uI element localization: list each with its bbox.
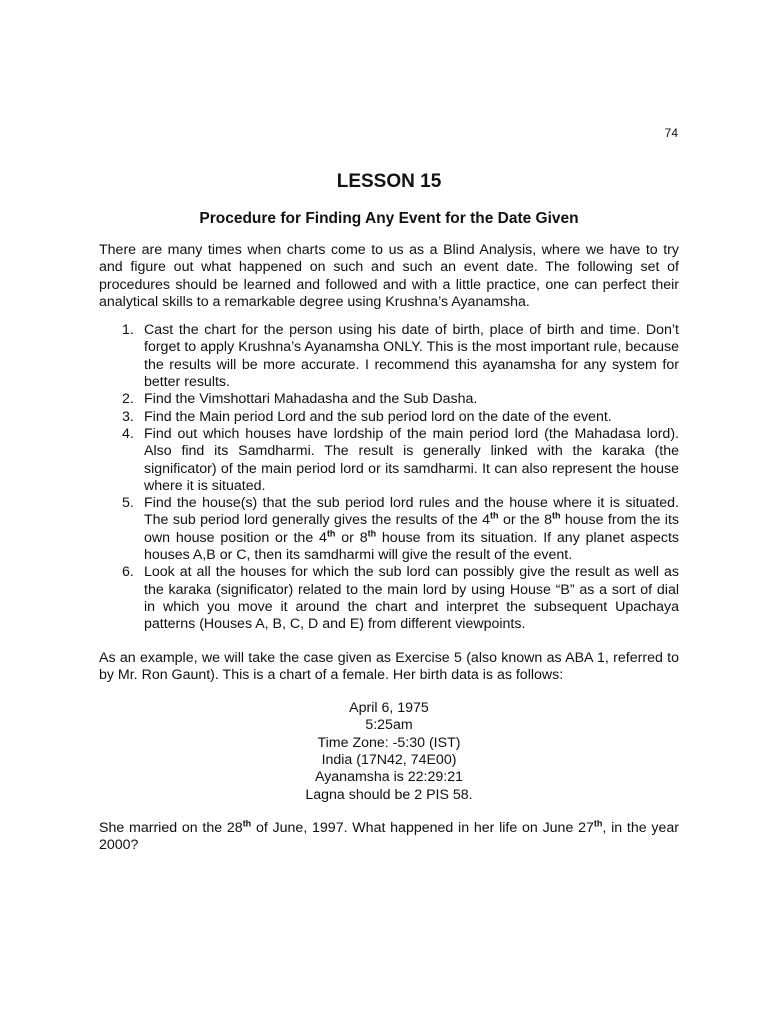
step-number: 5.	[122, 495, 134, 512]
birth-ayanamsha: Ayanamsha is 22:29:21	[314, 769, 464, 786]
procedure-step	[122, 495, 679, 564]
step-text: Look at all the houses for which the sub lord can possibly give the result as well as the karaka (significator) related to the main lord by using House “B” as a sort of dial in which you move it around the chart and interpret the subsequent Upachaya patterns (Houses A, B, C, D and E) from different viewpoints.	[144, 564, 679, 633]
birth-place: India (17N42, 74E00)	[321, 752, 457, 769]
step-text: Find out which houses have lordship of the main period lord (the Mahadasa lord). Also find its Samdharmi. The result is generally linked with the karaka (the significator) of the main period lord or its samdharmi. It can also represent the house where it is situated.	[144, 425, 679, 494]
question-paragraph: She married on the 28th of June, 1997. What happened in her life on June 27th, in the year 2000?	[99, 818, 679, 854]
lesson-subtitle: Procedure for Finding Any Event for the Date Given	[199, 210, 579, 227]
step-number: 1.	[122, 322, 134, 339]
birth-data-block	[99, 700, 679, 804]
procedure-step	[122, 564, 679, 633]
procedure-step	[122, 391, 679, 408]
step-text: Find the house(s) that the sub period lord rules and the house where it is situated. The sub period lord generally gives the results of the 4th or the 8th house from the its own house position or the 4th or 8th house from its situation. If any planet aspects houses A,B or C, then its samdharmi will give the result of the event.	[144, 495, 679, 564]
step-number: 2.	[122, 391, 134, 408]
procedure-step	[122, 322, 679, 391]
step-number: 3.	[122, 408, 134, 425]
page-content	[99, 170, 679, 855]
birth-lagna: Lagna should be 2 PIS 58.	[305, 786, 473, 803]
step-text: Cast the chart for the person using his date of birth, place of birth and time. Don’t forget to apply Krushna’s Ayanamsha ONLY. This is the most important rule, because the results will be more accurate. I recommend this ayanamsha for any system for better results.	[144, 322, 679, 391]
lesson-title: LESSON 15	[336, 171, 442, 192]
step-text: Find the Vimshottari Mahadasha and the Sub Dasha.	[144, 391, 478, 408]
birth-date: April 6, 1975	[349, 700, 429, 717]
procedure-step	[122, 425, 679, 495]
step-number: 6.	[122, 564, 134, 581]
page-number: 74	[664, 126, 678, 140]
procedure-list	[99, 322, 679, 633]
step-text: Find the Main period Lord and the sub period lord on the date of the event.	[144, 408, 612, 425]
step-number: 4.	[122, 425, 134, 442]
birth-time: 5:25am	[365, 717, 413, 734]
birth-time-zone: Time Zone: -5:30 (IST)	[317, 734, 461, 751]
intro-paragraph: There are many times when charts come to us as a Blind Analysis, where we have to try and figure out what happened on such and such an event date. The following set of procedures should be learned and followed and with a little practice, one can perfect their analytical skills to a remarkable degree using Krushna’s Ayanamsha.	[99, 242, 679, 310]
procedure-step	[122, 408, 679, 426]
example-paragraph: As an example, we will take the case given as Exercise 5 (also known as ABA 1, referred to by Mr. Ron Gaunt). This is a chart of a female. Her birth data is as follows:	[99, 649, 679, 683]
